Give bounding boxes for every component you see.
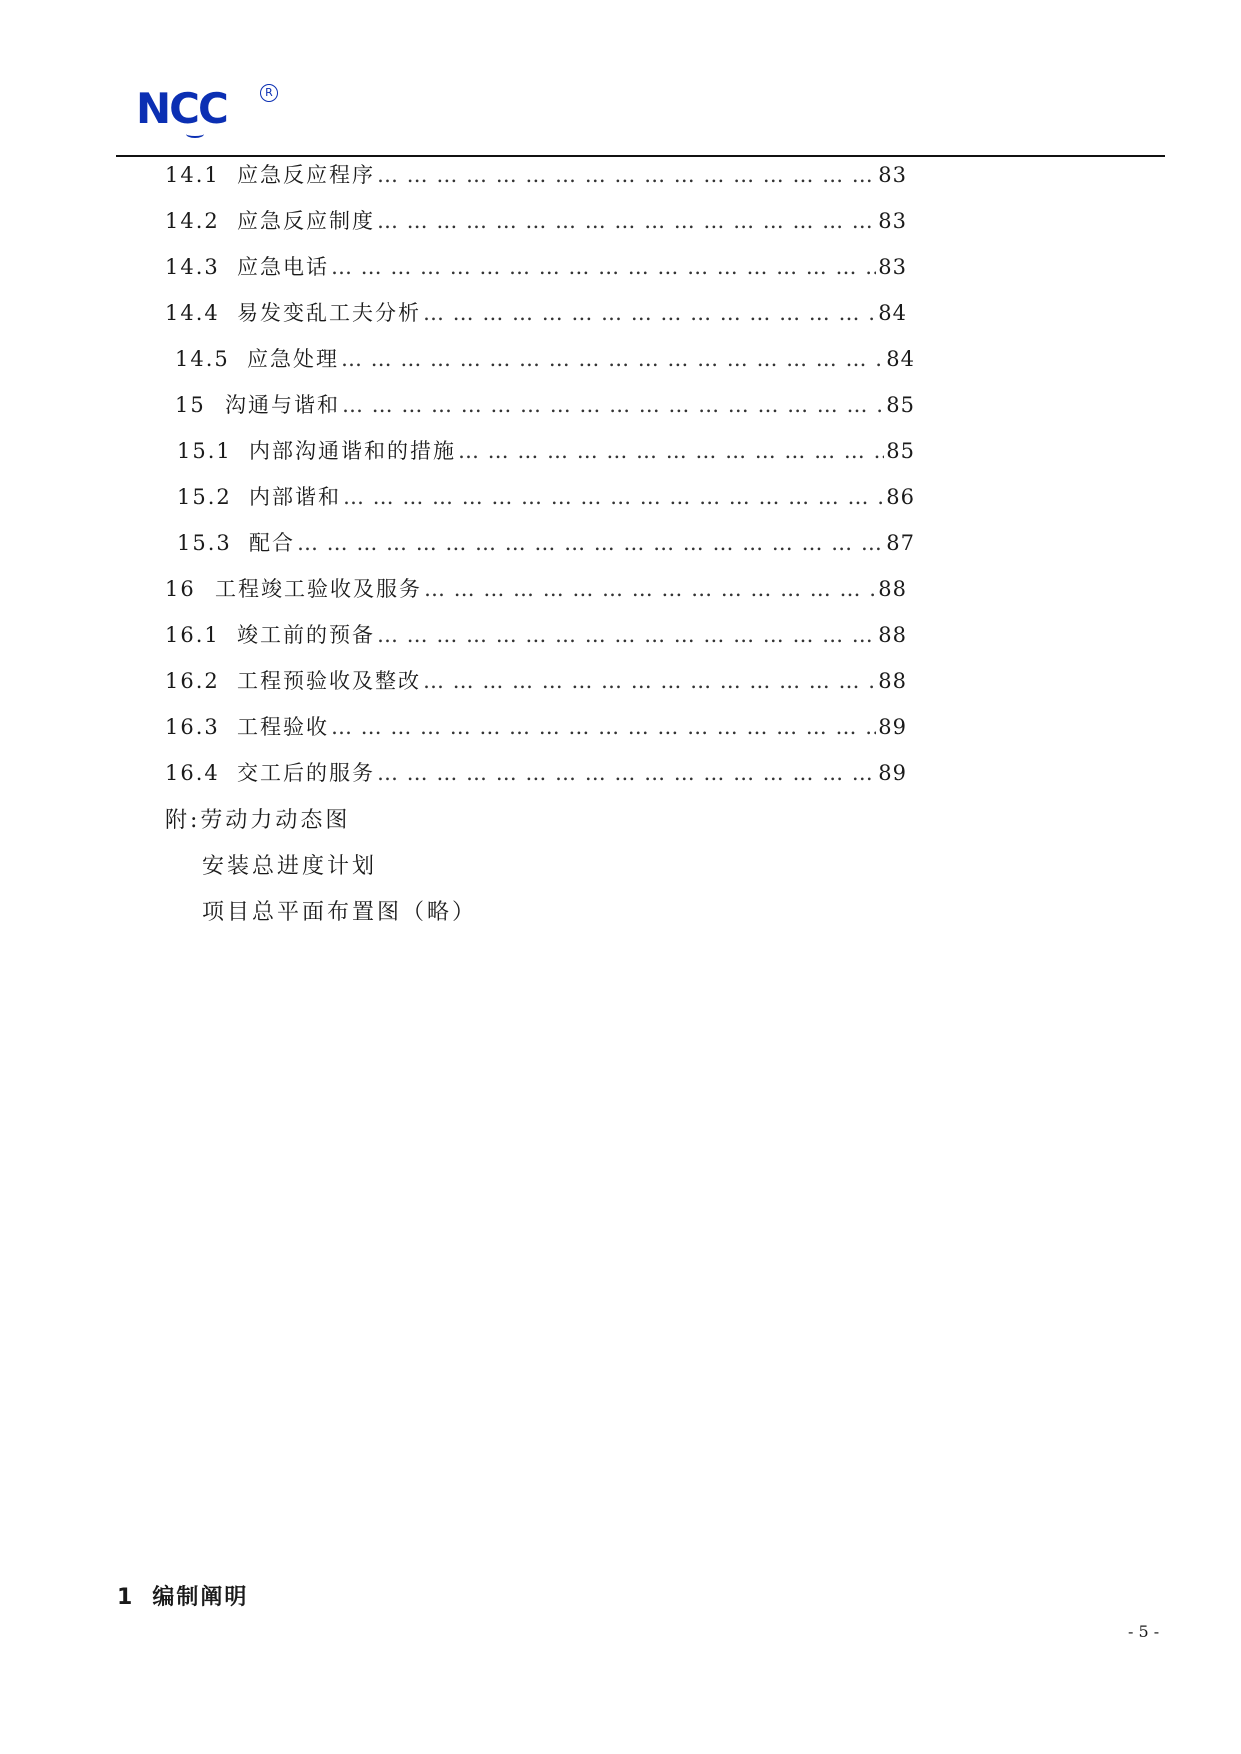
toc-entry-16-4[interactable] (165, 757, 907, 787)
appendix-heading: 附:劳动力动态图 (165, 808, 351, 833)
toc-entry-page: 83 (878, 255, 907, 279)
toc-entry-number: 16 (165, 577, 196, 601)
section-title: 编制阐明 (152, 1585, 249, 1610)
toc-entry-title: 沟通与谐和 (225, 393, 340, 417)
toc-entry-14-2[interactable] (165, 205, 907, 235)
toc-leader-dots (423, 301, 876, 325)
toc-entry-number: 16.4 (165, 761, 220, 785)
toc-leader-dots (342, 393, 884, 417)
toc-entry-16-1[interactable] (165, 619, 907, 649)
registered-mark-icon: R (260, 84, 278, 102)
toc-leader-dots (423, 669, 876, 693)
toc-entry-page: 83 (878, 163, 907, 187)
toc-entry-page: 86 (886, 485, 915, 509)
toc-leader-dots (377, 623, 876, 647)
toc-entry-number: 14.1 (165, 163, 220, 187)
toc-leader-dots (341, 347, 884, 371)
toc-leader-dots (424, 577, 876, 601)
appendix-item: 项目总平面布置图（略） (202, 900, 478, 925)
toc-entry-number: 16.1 (165, 623, 220, 647)
toc-entry-page: 83 (878, 209, 907, 233)
toc-entry-title: 内部谐和 (249, 485, 341, 509)
toc-entry-number: 15.2 (177, 485, 232, 509)
toc-leader-dots (377, 209, 876, 233)
toc-entry-number: 14.2 (165, 209, 220, 233)
toc-entry-title: 应急反应程序 (237, 163, 375, 187)
toc-entry-title: 应急反应制度 (237, 209, 375, 233)
toc-entry-16[interactable] (165, 573, 907, 603)
toc-entry-14-4[interactable] (165, 297, 907, 327)
toc-entry-number: 16.3 (165, 715, 220, 739)
toc-entry-15-3[interactable] (177, 527, 915, 557)
toc-leader-dots (331, 715, 876, 739)
ncc-logo (136, 84, 296, 144)
toc-entry-page: 84 (878, 301, 907, 325)
toc-entry-page: 85 (886, 439, 915, 463)
toc-entry-page: 89 (878, 761, 907, 785)
toc-entry-title: 应急电话 (237, 255, 329, 279)
toc-entry-title: 工程验收 (237, 715, 329, 739)
toc-entry-title: 易发变乱工夫分析 (237, 301, 421, 325)
toc-entry-number: 14.5 (175, 347, 230, 371)
toc-leader-dots (458, 439, 884, 463)
toc-entry-page: 85 (886, 393, 915, 417)
toc-entry-15[interactable] (175, 389, 915, 419)
toc-leader-dots (331, 255, 876, 279)
toc-entry-page: 88 (878, 623, 907, 647)
toc-entry-title: 工程预验收及整改 (237, 669, 421, 693)
toc-entry-page: 89 (878, 715, 907, 739)
toc-entry-title: 交工后的服务 (237, 761, 375, 785)
toc-leader-dots (297, 531, 884, 555)
toc-entry-number: 14.4 (165, 301, 220, 325)
toc-entry-14-5[interactable] (175, 343, 915, 373)
toc-entry-page: 84 (886, 347, 915, 371)
toc-entry-page: 88 (878, 577, 907, 601)
section-heading (117, 1580, 248, 1611)
logo-text: NCC (136, 84, 227, 133)
toc-entry-14-3[interactable] (165, 251, 907, 281)
toc-entry-page: 88 (878, 669, 907, 693)
toc-entry-number: 15.3 (177, 531, 232, 555)
toc-leader-dots (377, 163, 876, 187)
toc-entry-title: 工程竣工验收及服务 (215, 577, 422, 601)
toc-entry-15-1[interactable] (177, 435, 915, 465)
logo-swoosh-icon (186, 130, 204, 138)
toc-entry-title: 竣工前的预备 (237, 623, 375, 647)
appendix-item: 安装总进度计划 (202, 854, 378, 879)
toc-entry-15-2[interactable] (177, 481, 915, 511)
toc-leader-dots (343, 485, 884, 509)
toc-entry-number: 14.3 (165, 255, 220, 279)
toc-leader-dots (377, 761, 876, 785)
toc-entry-16-2[interactable] (165, 665, 907, 695)
toc-entry-number: 15.1 (177, 439, 232, 463)
section-number: 1 (117, 1585, 135, 1610)
toc-entry-number: 15 (175, 393, 206, 417)
toc-entry-14-1[interactable] (165, 159, 907, 189)
toc-entry-number: 16.2 (165, 669, 220, 693)
toc-entry-title: 配合 (249, 531, 295, 555)
toc-entry-16-3[interactable] (165, 711, 907, 741)
page-number: - 5 - (1128, 1622, 1160, 1641)
toc-entry-title: 应急处理 (247, 347, 339, 371)
header-rule (116, 155, 1165, 157)
toc-entry-title: 内部沟通谐和的措施 (249, 439, 456, 463)
toc-entry-page: 87 (886, 531, 915, 555)
